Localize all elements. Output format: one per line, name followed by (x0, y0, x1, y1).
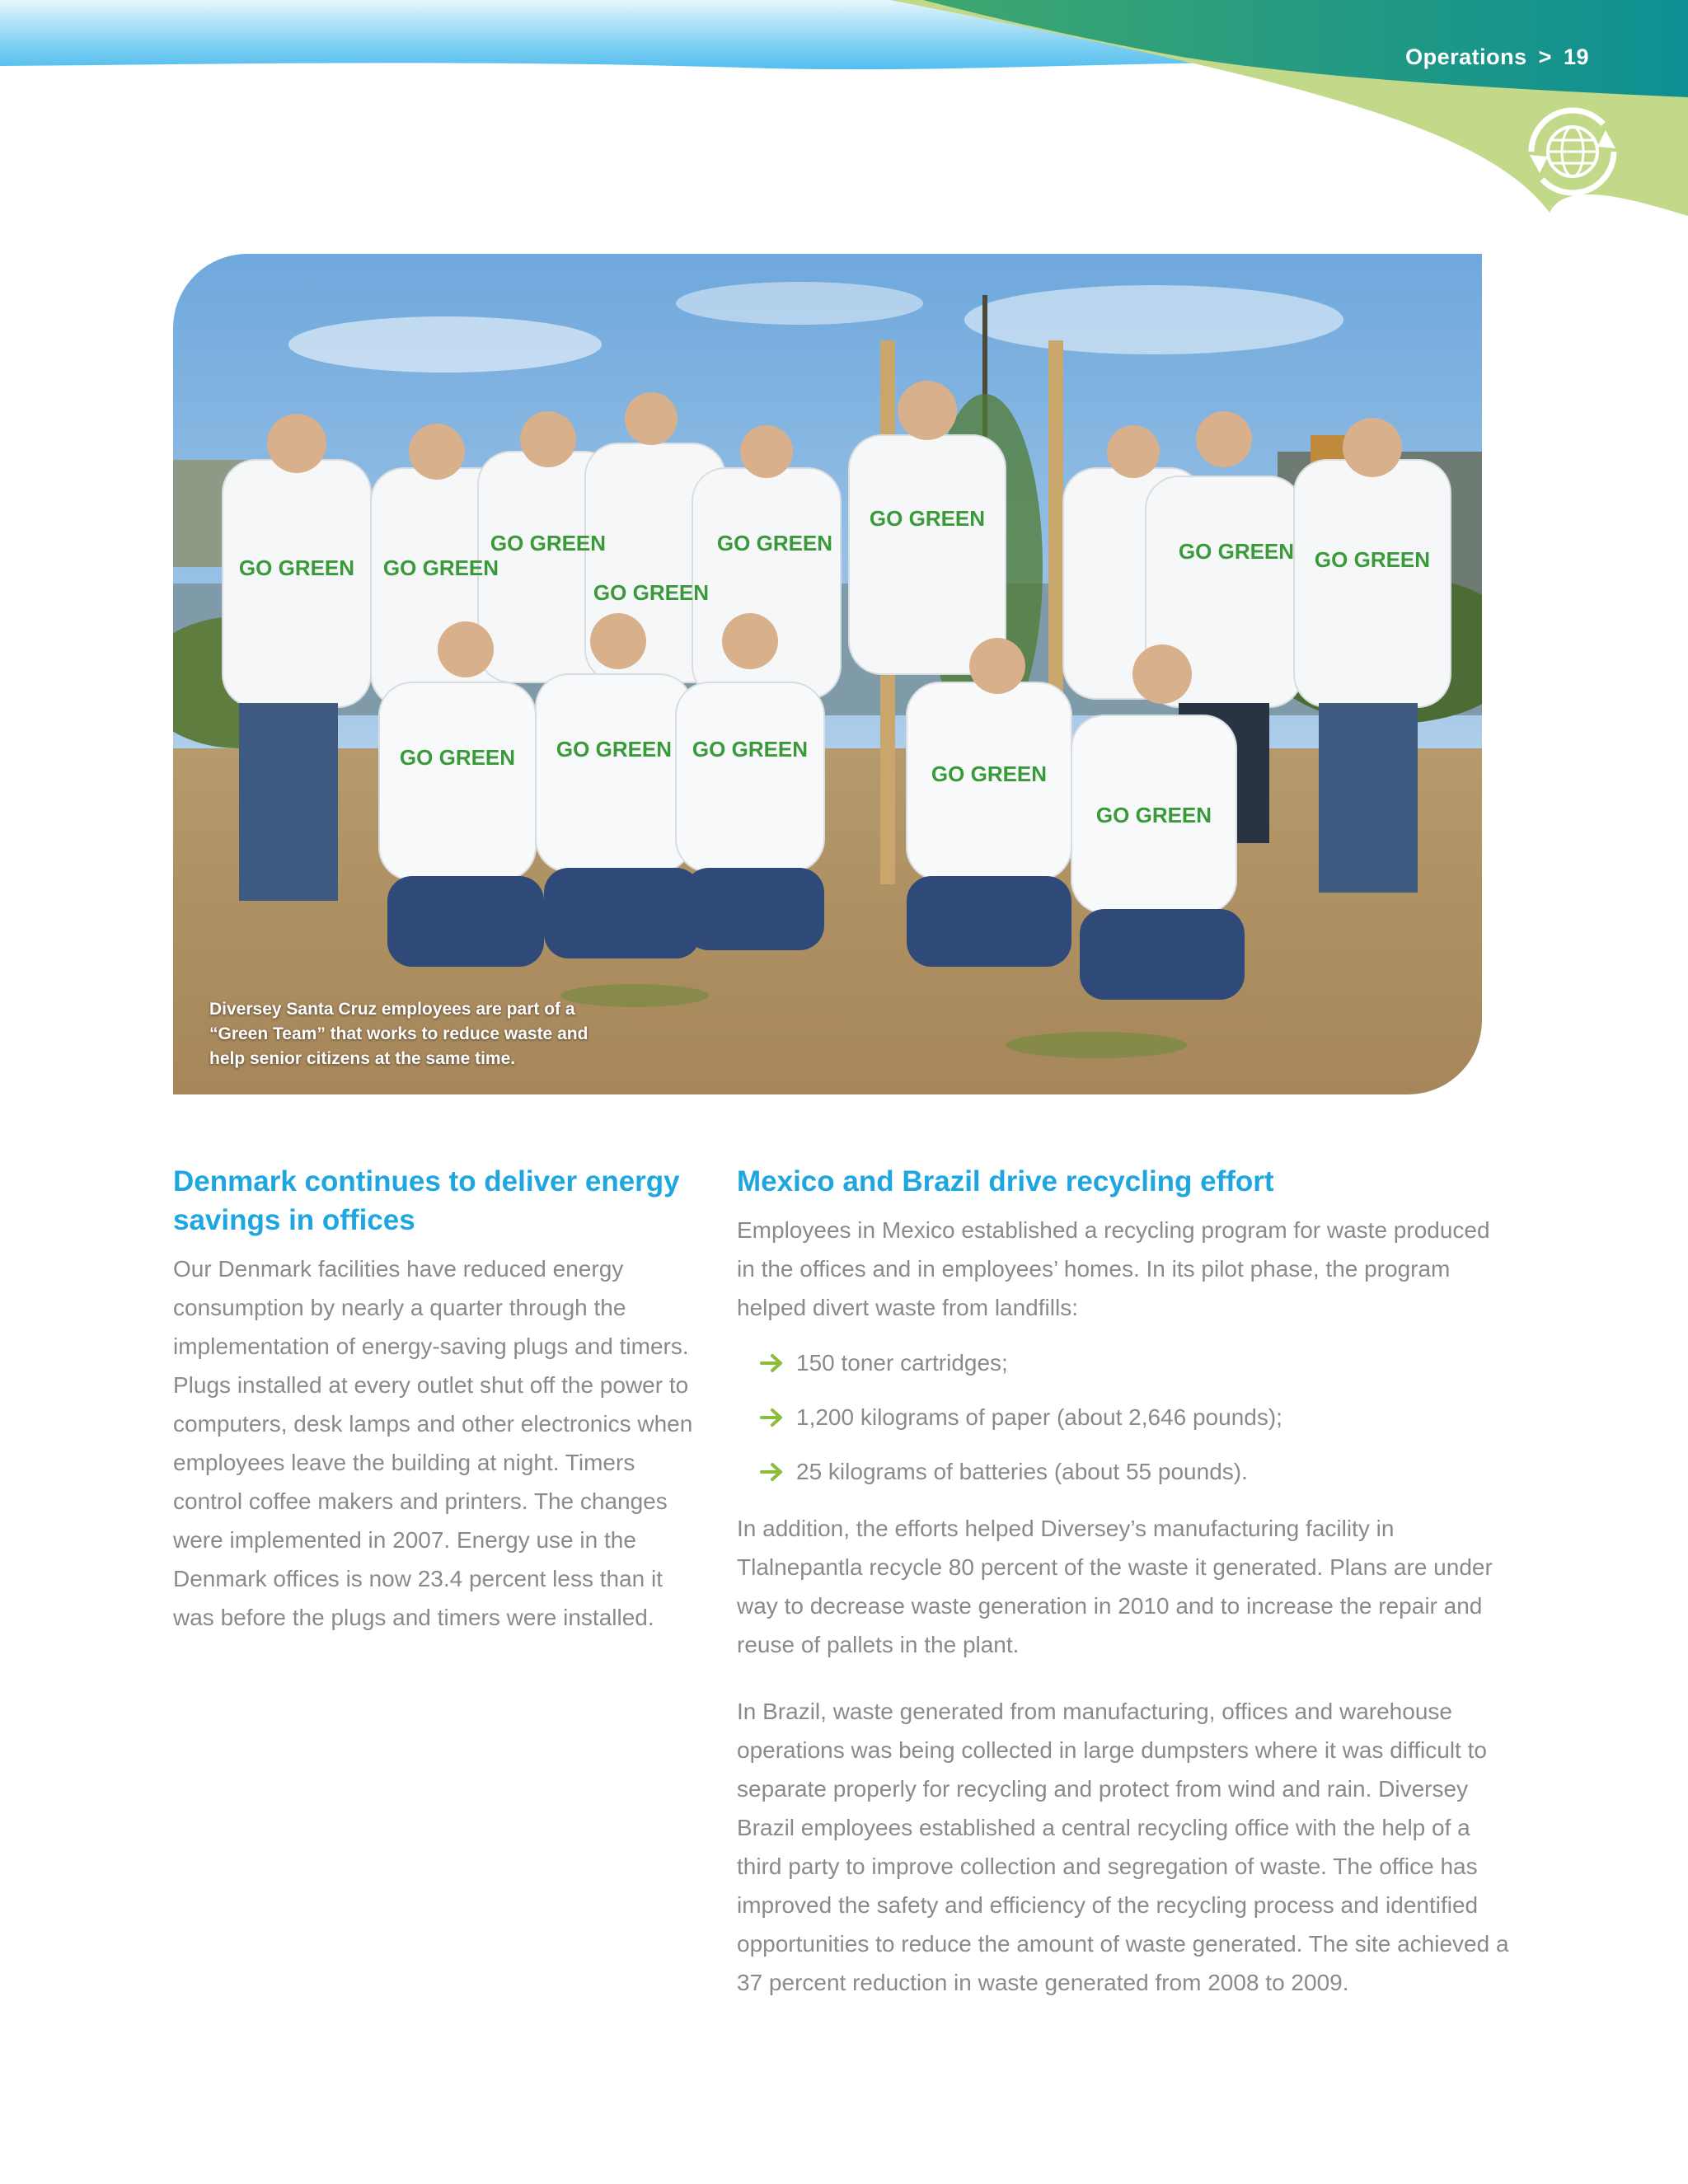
shirt-logo: GO GREEN (869, 506, 986, 531)
mexico-brazil-heading: Mexico and Brazil drive recycling effort (737, 1165, 1274, 1197)
denmark-heading: Denmark continues to deliver energy savings in offices (173, 1165, 680, 1236)
mexico-brazil-article (737, 1162, 1512, 2002)
denmark-article (173, 1162, 709, 1637)
photo-illustration (173, 254, 1482, 1094)
denmark-body: Our Denmark facilities have reduced energy consumption by nearly a quarter through the implementation of energy-saving plugs and timers. Plugs installed at every outlet shut off the power to computers, desk lamps and other electronics when employees leave the building at night. Timers control coffee makers and printers. The changes were implemented in 2007. Energy use in the Denmark offices is now 23.4 percent less than it was before the plugs and timers were installed. (173, 1256, 693, 1630)
section-label: Operations (1405, 45, 1527, 69)
shirt-logo: GO GREEN (399, 745, 516, 770)
list-item-text: 150 toner cartridges; (796, 1350, 1008, 1376)
shirt-logo: GO GREEN (1095, 803, 1212, 827)
green-team-photo (173, 254, 1482, 1094)
shirt-logo: GO GREEN (382, 555, 499, 580)
shirt-logo: GO GREEN (1314, 547, 1431, 572)
shirt-logo: GO GREEN (238, 555, 355, 580)
header-banner (0, 0, 1688, 223)
running-head (1405, 45, 1589, 70)
list-item (760, 1398, 1512, 1436)
list-item (760, 1343, 1512, 1382)
globe-recycle-icon (1526, 105, 1619, 198)
arrow-right-icon (760, 1407, 785, 1428)
diverted-waste-list (737, 1343, 1512, 1491)
shirt-logo: GO GREEN (490, 531, 607, 555)
arrow-right-icon (760, 1352, 785, 1374)
shirt-logo: GO GREEN (692, 737, 809, 762)
shirt-logo: GO GREEN (593, 580, 710, 605)
list-item-text: 25 kilograms of batteries (about 55 pounds). (796, 1459, 1248, 1484)
separator: > (1538, 45, 1552, 69)
page-number: 19 (1563, 45, 1589, 69)
shirt-logo: GO GREEN (1178, 539, 1295, 564)
list-item (760, 1452, 1512, 1491)
list-item-text: 1,200 kilograms of paper (about 2,646 pounds); (796, 1404, 1282, 1430)
shirt-logo: GO GREEN (716, 531, 833, 555)
brazil-paragraph: In Brazil, waste generated from manufacturing, offices and warehouse operations was being collected in large dumpsters where it was difficult to separate properly for recycling and protect from wind and rain. Diversey Brazil employees established a central recycling office with the help of a third party to improve collection and segregation of waste. The office has improved the safety and efficiency of the recycling process and identified opportunities to reduce the amount of waste generated. The site achieved a 37 percent reduction in waste generated from 2008 to 2009. (737, 1699, 1509, 1995)
arrow-right-icon (760, 1461, 785, 1483)
shirt-logo: GO GREEN (931, 762, 1048, 786)
mexico-intro: Employees in Mexico established a recycling program for waste produced in the offices and in employees’ homes. In its pilot phase, the program helped divert waste from landfills: (737, 1217, 1490, 1320)
tlalnepantla-paragraph: In addition, the efforts helped Diversey’s manufacturing facility in Tlalnepantla recycle 80 percent of the waste it generated. Plans are under way to decrease waste generation in 2010 and to increase the repair and reuse of pallets in the plant. (737, 1516, 1493, 1657)
photo-caption: Diversey Santa Cruz employees are part of a “Green Team” that works to reduce waste and help senior citizens at the same time. (209, 1000, 588, 1068)
shirt-logo: GO GREEN (556, 737, 673, 762)
